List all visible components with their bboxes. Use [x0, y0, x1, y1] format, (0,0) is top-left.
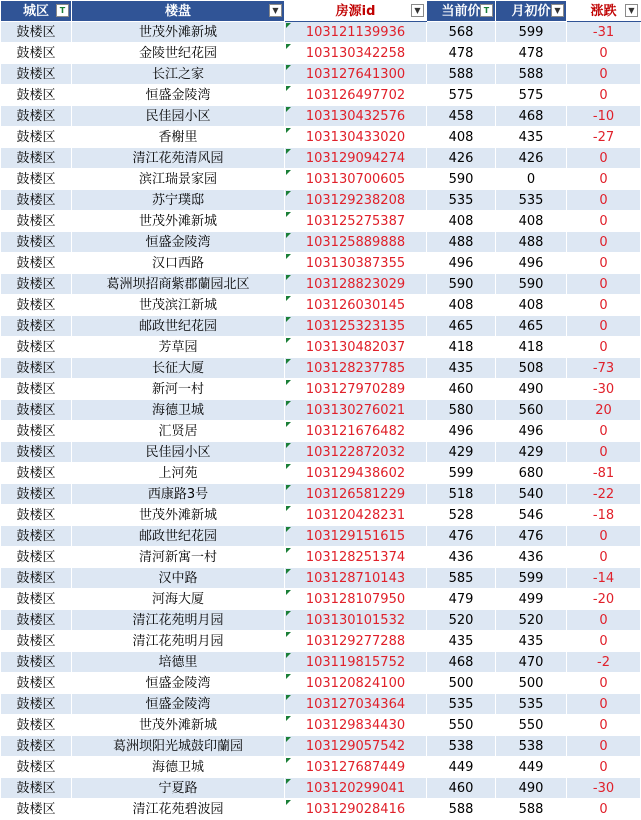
- cell-start-price[interactable]: 520: [496, 610, 567, 631]
- table-row[interactable]: [1, 232, 641, 253]
- cell-start-price[interactable]: 680: [496, 463, 567, 484]
- cell-change[interactable]: 0: [567, 547, 641, 568]
- cell-estate[interactable]: 西康路3号: [72, 484, 285, 505]
- table-row[interactable]: [1, 316, 641, 337]
- cell-listing-id[interactable]: 103130482037: [285, 337, 427, 358]
- table-row[interactable]: [1, 694, 641, 715]
- cell-estate[interactable]: 世茂滨江新城: [72, 295, 285, 316]
- cell-district[interactable]: 鼓楼区: [1, 379, 72, 400]
- cell-start-price[interactable]: 560: [496, 400, 567, 421]
- cell-estate[interactable]: 苏宁璞邸: [72, 190, 285, 211]
- cell-listing-id[interactable]: 103129834430: [285, 715, 427, 736]
- cell-current-price[interactable]: 408: [427, 295, 496, 316]
- cell-current-price[interactable]: 496: [427, 421, 496, 442]
- table-row[interactable]: [1, 442, 641, 463]
- cell-district[interactable]: 鼓楼区: [1, 295, 72, 316]
- table-row[interactable]: [1, 568, 641, 589]
- cell-change[interactable]: 20: [567, 400, 641, 421]
- cell-listing-id[interactable]: 103125889888: [285, 232, 427, 253]
- dropdown-arrow-icon[interactable]: ▼: [625, 4, 638, 17]
- table-row[interactable]: [1, 211, 641, 232]
- table-row[interactable]: [1, 757, 641, 778]
- cell-listing-id[interactable]: 103130342258: [285, 43, 427, 64]
- cell-listing-id[interactable]: 103127970289: [285, 379, 427, 400]
- cell-change[interactable]: 0: [567, 190, 641, 211]
- cell-estate[interactable]: 清河新寓一村: [72, 547, 285, 568]
- cell-current-price[interactable]: 408: [427, 127, 496, 148]
- column-header-estate[interactable]: [72, 1, 285, 22]
- cell-district[interactable]: 鼓楼区: [1, 652, 72, 673]
- cell-start-price[interactable]: 478: [496, 43, 567, 64]
- cell-change[interactable]: -30: [567, 379, 641, 400]
- cell-estate[interactable]: 上河苑: [72, 463, 285, 484]
- cell-district[interactable]: 鼓楼区: [1, 148, 72, 169]
- cell-change[interactable]: 0: [567, 85, 641, 106]
- table-row[interactable]: [1, 85, 641, 106]
- cell-district[interactable]: 鼓楼区: [1, 442, 72, 463]
- table-row[interactable]: [1, 505, 641, 526]
- cell-start-price[interactable]: 490: [496, 778, 567, 799]
- cell-estate[interactable]: 清江花苑明月园: [72, 631, 285, 652]
- cell-current-price[interactable]: 476: [427, 526, 496, 547]
- cell-change[interactable]: -73: [567, 358, 641, 379]
- cell-change[interactable]: 0: [567, 211, 641, 232]
- column-header-district[interactable]: [1, 1, 72, 22]
- cell-estate[interactable]: 葛洲坝阳光城鼓印蘭园: [72, 736, 285, 757]
- cell-listing-id[interactable]: 103120299041: [285, 778, 427, 799]
- cell-listing-id[interactable]: 103129238208: [285, 190, 427, 211]
- cell-district[interactable]: 鼓楼区: [1, 631, 72, 652]
- cell-district[interactable]: 鼓楼区: [1, 337, 72, 358]
- cell-listing-id[interactable]: 103129057542: [285, 736, 427, 757]
- dropdown-arrow-icon[interactable]: ▼: [411, 4, 424, 17]
- cell-change[interactable]: 0: [567, 610, 641, 631]
- cell-listing-id[interactable]: 103128710143: [285, 568, 427, 589]
- cell-current-price[interactable]: 585: [427, 568, 496, 589]
- table-row[interactable]: [1, 589, 641, 610]
- cell-listing-id[interactable]: 103121676482: [285, 421, 427, 442]
- cell-change[interactable]: 0: [567, 526, 641, 547]
- cell-district[interactable]: 鼓楼区: [1, 358, 72, 379]
- cell-listing-id[interactable]: 103126030145: [285, 295, 427, 316]
- cell-listing-id[interactable]: 103129151615: [285, 526, 427, 547]
- cell-current-price[interactable]: 488: [427, 232, 496, 253]
- cell-estate[interactable]: 清江花苑清风园: [72, 148, 285, 169]
- cell-listing-id[interactable]: 103122872032: [285, 442, 427, 463]
- cell-district[interactable]: 鼓楼区: [1, 400, 72, 421]
- cell-start-price[interactable]: 496: [496, 253, 567, 274]
- column-header-label: 楼盘: [164, 3, 191, 19]
- cell-district[interactable]: 鼓楼区: [1, 232, 72, 253]
- cell-start-price[interactable]: 496: [496, 421, 567, 442]
- cell-district[interactable]: 鼓楼区: [1, 547, 72, 568]
- cell-change[interactable]: 0: [567, 253, 641, 274]
- cell-start-price[interactable]: 435: [496, 127, 567, 148]
- cell-district[interactable]: 鼓楼区: [1, 43, 72, 64]
- cell-current-price[interactable]: 568: [427, 22, 496, 43]
- cell-change[interactable]: 0: [567, 673, 641, 694]
- table-row[interactable]: [1, 484, 641, 505]
- cell-change[interactable]: 0: [567, 631, 641, 652]
- cell-estate[interactable]: 清江花苑明月园: [72, 610, 285, 631]
- cell-estate[interactable]: 民佳园小区: [72, 442, 285, 463]
- cell-district[interactable]: 鼓楼区: [1, 778, 72, 799]
- column-header-label: 当前价: [441, 3, 481, 19]
- table-row[interactable]: [1, 463, 641, 484]
- cell-change[interactable]: -10: [567, 106, 641, 127]
- table-row[interactable]: [1, 673, 641, 694]
- cell-change[interactable]: 0: [567, 148, 641, 169]
- cell-estate[interactable]: 海德卫城: [72, 757, 285, 778]
- table-row[interactable]: [1, 358, 641, 379]
- cell-listing-id[interactable]: 103120824100: [285, 673, 427, 694]
- cell-estate[interactable]: 长征大厦: [72, 358, 285, 379]
- cell-start-price[interactable]: 0: [496, 169, 567, 190]
- cell-district[interactable]: 鼓楼区: [1, 505, 72, 526]
- cell-district[interactable]: 鼓楼区: [1, 694, 72, 715]
- cell-listing-id[interactable]: 103128107950: [285, 589, 427, 610]
- cell-current-price[interactable]: 458: [427, 106, 496, 127]
- cell-current-price[interactable]: 535: [427, 694, 496, 715]
- cell-current-price[interactable]: 518: [427, 484, 496, 505]
- filter-active-icon[interactable]: T: [56, 4, 69, 17]
- cell-start-price[interactable]: 465: [496, 316, 567, 337]
- cell-estate[interactable]: 世茂外滩新城: [72, 211, 285, 232]
- cell-estate[interactable]: 世茂外滩新城: [72, 505, 285, 526]
- cell-current-price[interactable]: 538: [427, 736, 496, 757]
- cell-current-price[interactable]: 460: [427, 778, 496, 799]
- cell-start-price[interactable]: 535: [496, 694, 567, 715]
- cell-start-price[interactable]: 550: [496, 715, 567, 736]
- cell-change[interactable]: 0: [567, 43, 641, 64]
- cell-listing-id[interactable]: 103130101532: [285, 610, 427, 631]
- cell-start-price[interactable]: 590: [496, 274, 567, 295]
- cell-listing-id[interactable]: 103129094274: [285, 148, 427, 169]
- cell-current-price[interactable]: 449: [427, 757, 496, 778]
- cell-current-price[interactable]: 496: [427, 253, 496, 274]
- cell-current-price[interactable]: 429: [427, 442, 496, 463]
- table-row[interactable]: [1, 736, 641, 757]
- cell-current-price[interactable]: 575: [427, 85, 496, 106]
- cell-listing-id[interactable]: 103127034364: [285, 694, 427, 715]
- table-row[interactable]: [1, 337, 641, 358]
- cell-district[interactable]: 鼓楼区: [1, 484, 72, 505]
- cell-change[interactable]: 0: [567, 232, 641, 253]
- cell-listing-id[interactable]: 103128251374: [285, 547, 427, 568]
- cell-district[interactable]: 鼓楼区: [1, 463, 72, 484]
- cell-change[interactable]: -2: [567, 652, 641, 673]
- column-header-listing-id[interactable]: [285, 1, 427, 22]
- cell-change[interactable]: -31: [567, 22, 641, 43]
- cell-change[interactable]: 0: [567, 715, 641, 736]
- cell-current-price[interactable]: 418: [427, 337, 496, 358]
- cell-change[interactable]: 0: [567, 799, 641, 820]
- cell-estate[interactable]: 世茂外滩新城: [72, 715, 285, 736]
- table-row[interactable]: [1, 253, 641, 274]
- cell-start-price[interactable]: 408: [496, 211, 567, 232]
- cell-estate[interactable]: 海德卫城: [72, 400, 285, 421]
- cell-start-price[interactable]: 418: [496, 337, 567, 358]
- cell-district[interactable]: 鼓楼区: [1, 421, 72, 442]
- filter-active-icon[interactable]: T: [480, 4, 493, 17]
- cell-listing-id[interactable]: 103130432576: [285, 106, 427, 127]
- cell-listing-id[interactable]: 103128237785: [285, 358, 427, 379]
- cell-district[interactable]: 鼓楼区: [1, 85, 72, 106]
- cell-start-price[interactable]: 476: [496, 526, 567, 547]
- cell-current-price[interactable]: 426: [427, 148, 496, 169]
- cell-estate[interactable]: 金陵世纪花园: [72, 43, 285, 64]
- table-row[interactable]: [1, 295, 641, 316]
- cell-listing-id[interactable]: 103126581229: [285, 484, 427, 505]
- cell-start-price[interactable]: 408: [496, 295, 567, 316]
- cell-start-price[interactable]: 449: [496, 757, 567, 778]
- cell-start-price[interactable]: 499: [496, 589, 567, 610]
- cell-start-price[interactable]: 436: [496, 547, 567, 568]
- cell-district[interactable]: 鼓楼区: [1, 274, 72, 295]
- cell-listing-id[interactable]: 103125275387: [285, 211, 427, 232]
- cell-current-price[interactable]: 468: [427, 652, 496, 673]
- cell-listing-id[interactable]: 103130276021: [285, 400, 427, 421]
- table-row[interactable]: [1, 379, 641, 400]
- cell-current-price[interactable]: 435: [427, 631, 496, 652]
- cell-current-price[interactable]: 588: [427, 799, 496, 820]
- cell-current-price[interactable]: 408: [427, 211, 496, 232]
- dropdown-arrow-icon[interactable]: ▼: [269, 4, 282, 17]
- cell-start-price[interactable]: 426: [496, 148, 567, 169]
- cell-listing-id[interactable]: 103126497702: [285, 85, 427, 106]
- cell-listing-id[interactable]: 103130387355: [285, 253, 427, 274]
- cell-start-price[interactable]: 470: [496, 652, 567, 673]
- cell-estate[interactable]: 长江之家: [72, 64, 285, 85]
- table-body: [1, 22, 641, 820]
- cell-start-price[interactable]: 488: [496, 232, 567, 253]
- cell-estate[interactable]: 河海大厦: [72, 589, 285, 610]
- cell-start-price[interactable]: 490: [496, 379, 567, 400]
- table-row[interactable]: [1, 169, 641, 190]
- table-row[interactable]: [1, 64, 641, 85]
- cell-change[interactable]: 0: [567, 316, 641, 337]
- cell-start-price[interactable]: 599: [496, 568, 567, 589]
- cell-district[interactable]: 鼓楼区: [1, 22, 72, 43]
- cell-district[interactable]: 鼓楼区: [1, 64, 72, 85]
- column-header-label: 城区: [22, 3, 49, 19]
- cell-current-price[interactable]: 590: [427, 169, 496, 190]
- cell-start-price[interactable]: 575: [496, 85, 567, 106]
- cell-current-price[interactable]: 460: [427, 379, 496, 400]
- cell-estate[interactable]: 滨江瑞景家园: [72, 169, 285, 190]
- table-row[interactable]: [1, 421, 641, 442]
- cell-district[interactable]: 鼓楼区: [1, 799, 72, 820]
- table-row[interactable]: [1, 652, 641, 673]
- cell-change[interactable]: 0: [567, 736, 641, 757]
- cell-start-price[interactable]: 535: [496, 190, 567, 211]
- cell-start-price[interactable]: 429: [496, 442, 567, 463]
- cell-start-price[interactable]: 538: [496, 736, 567, 757]
- cell-start-price[interactable]: 588: [496, 64, 567, 85]
- dropdown-arrow-icon[interactable]: ▼: [551, 4, 564, 17]
- cell-listing-id[interactable]: 103130700605: [285, 169, 427, 190]
- cell-current-price[interactable]: 479: [427, 589, 496, 610]
- cell-estate[interactable]: 邮政世纪花园: [72, 526, 285, 547]
- cell-change[interactable]: 0: [567, 169, 641, 190]
- cell-start-price[interactable]: 588: [496, 799, 567, 820]
- cell-start-price[interactable]: 508: [496, 358, 567, 379]
- cell-current-price[interactable]: 465: [427, 316, 496, 337]
- cell-current-price[interactable]: 580: [427, 400, 496, 421]
- table-row[interactable]: [1, 778, 641, 799]
- cell-district[interactable]: 鼓楼区: [1, 715, 72, 736]
- cell-estate[interactable]: 邮政世纪花园: [72, 316, 285, 337]
- cell-listing-id[interactable]: 103128823029: [285, 274, 427, 295]
- cell-estate[interactable]: 世茂外滩新城: [72, 22, 285, 43]
- cell-change[interactable]: -27: [567, 127, 641, 148]
- table-row[interactable]: [1, 526, 641, 547]
- table-row[interactable]: [1, 715, 641, 736]
- cell-district[interactable]: 鼓楼区: [1, 757, 72, 778]
- cell-change[interactable]: -14: [567, 568, 641, 589]
- cell-estate[interactable]: 葛洲坝招商紫郡蘭园北区: [72, 274, 285, 295]
- cell-start-price[interactable]: 468: [496, 106, 567, 127]
- cell-current-price[interactable]: 478: [427, 43, 496, 64]
- cell-listing-id[interactable]: 103121139936: [285, 22, 427, 43]
- table-row[interactable]: [1, 610, 641, 631]
- cell-estate[interactable]: 新河一村: [72, 379, 285, 400]
- cell-district[interactable]: 鼓楼区: [1, 211, 72, 232]
- cell-estate[interactable]: 汉中路: [72, 568, 285, 589]
- column-header-label: 涨跌: [590, 3, 617, 19]
- cell-change[interactable]: -20: [567, 589, 641, 610]
- cell-change[interactable]: 0: [567, 421, 641, 442]
- cell-current-price[interactable]: 550: [427, 715, 496, 736]
- cell-estate[interactable]: 民佳园小区: [72, 106, 285, 127]
- cell-change[interactable]: 0: [567, 274, 641, 295]
- cell-current-price[interactable]: 436: [427, 547, 496, 568]
- cell-estate[interactable]: 恒盛金陵湾: [72, 85, 285, 106]
- cell-start-price[interactable]: 546: [496, 505, 567, 526]
- column-header-change[interactable]: [567, 1, 641, 22]
- cell-change[interactable]: 0: [567, 295, 641, 316]
- cell-start-price[interactable]: 540: [496, 484, 567, 505]
- cell-district[interactable]: 鼓楼区: [1, 673, 72, 694]
- cell-change[interactable]: 0: [567, 337, 641, 358]
- table-row[interactable]: [1, 43, 641, 64]
- column-header-start-price[interactable]: [496, 1, 567, 22]
- table-row[interactable]: [1, 22, 641, 43]
- table-row[interactable]: [1, 148, 641, 169]
- cell-current-price[interactable]: 590: [427, 274, 496, 295]
- table-row[interactable]: [1, 127, 641, 148]
- table-row[interactable]: [1, 799, 641, 820]
- cell-current-price[interactable]: 588: [427, 64, 496, 85]
- cell-district[interactable]: 鼓楼区: [1, 190, 72, 211]
- cell-estate[interactable]: 宁夏路: [72, 778, 285, 799]
- cell-estate[interactable]: 恒盛金陵湾: [72, 673, 285, 694]
- cell-estate[interactable]: 恒盛金陵湾: [72, 232, 285, 253]
- cell-estate[interactable]: 恒盛金陵湾: [72, 694, 285, 715]
- cell-estate[interactable]: 汇贤居: [72, 421, 285, 442]
- cell-estate[interactable]: 培德里: [72, 652, 285, 673]
- cell-change[interactable]: 0: [567, 694, 641, 715]
- cell-current-price[interactable]: 435: [427, 358, 496, 379]
- cell-current-price[interactable]: 528: [427, 505, 496, 526]
- table-row[interactable]: [1, 190, 641, 211]
- cell-district[interactable]: 鼓楼区: [1, 253, 72, 274]
- cell-current-price[interactable]: 500: [427, 673, 496, 694]
- table-row[interactable]: [1, 106, 641, 127]
- table-row[interactable]: [1, 274, 641, 295]
- cell-district[interactable]: 鼓楼区: [1, 736, 72, 757]
- cell-listing-id[interactable]: 103129438602: [285, 463, 427, 484]
- cell-listing-id[interactable]: 103130433020: [285, 127, 427, 148]
- cell-change[interactable]: -30: [567, 778, 641, 799]
- cell-district[interactable]: 鼓楼区: [1, 127, 72, 148]
- cell-district[interactable]: 鼓楼区: [1, 169, 72, 190]
- cell-current-price[interactable]: 520: [427, 610, 496, 631]
- cell-district[interactable]: 鼓楼区: [1, 526, 72, 547]
- cell-listing-id[interactable]: 103119815752: [285, 652, 427, 673]
- cell-listing-id[interactable]: 103129277288: [285, 631, 427, 652]
- cell-listing-id[interactable]: 103127687449: [285, 757, 427, 778]
- cell-estate[interactable]: 芳草园: [72, 337, 285, 358]
- cell-change[interactable]: -22: [567, 484, 641, 505]
- cell-district[interactable]: 鼓楼区: [1, 316, 72, 337]
- cell-estate[interactable]: 香榭里: [72, 127, 285, 148]
- cell-start-price[interactable]: 435: [496, 631, 567, 652]
- table-row[interactable]: [1, 400, 641, 421]
- cell-change[interactable]: -18: [567, 505, 641, 526]
- cell-change[interactable]: -81: [567, 463, 641, 484]
- cell-current-price[interactable]: 599: [427, 463, 496, 484]
- header-row: [1, 1, 641, 22]
- table-row[interactable]: [1, 631, 641, 652]
- cell-change[interactable]: 0: [567, 442, 641, 463]
- cell-listing-id[interactable]: 103129028416: [285, 799, 427, 820]
- cell-current-price[interactable]: 535: [427, 190, 496, 211]
- cell-estate[interactable]: 清江花苑碧波园: [72, 799, 285, 820]
- column-header-current-price[interactable]: [427, 1, 496, 22]
- column-header-label: 房源id: [335, 3, 376, 19]
- cell-district[interactable]: 鼓楼区: [1, 610, 72, 631]
- cell-start-price[interactable]: 500: [496, 673, 567, 694]
- cell-listing-id[interactable]: 103125323135: [285, 316, 427, 337]
- cell-district[interactable]: 鼓楼区: [1, 589, 72, 610]
- cell-estate[interactable]: 汉口西路: [72, 253, 285, 274]
- cell-listing-id[interactable]: 103127641300: [285, 64, 427, 85]
- table-row[interactable]: [1, 547, 641, 568]
- cell-change[interactable]: 0: [567, 757, 641, 778]
- cell-district[interactable]: 鼓楼区: [1, 106, 72, 127]
- cell-start-price[interactable]: 599: [496, 22, 567, 43]
- column-header-label: 月初价: [511, 3, 551, 19]
- cell-listing-id[interactable]: 103120428231: [285, 505, 427, 526]
- cell-change[interactable]: 0: [567, 64, 641, 85]
- cell-district[interactable]: 鼓楼区: [1, 568, 72, 589]
